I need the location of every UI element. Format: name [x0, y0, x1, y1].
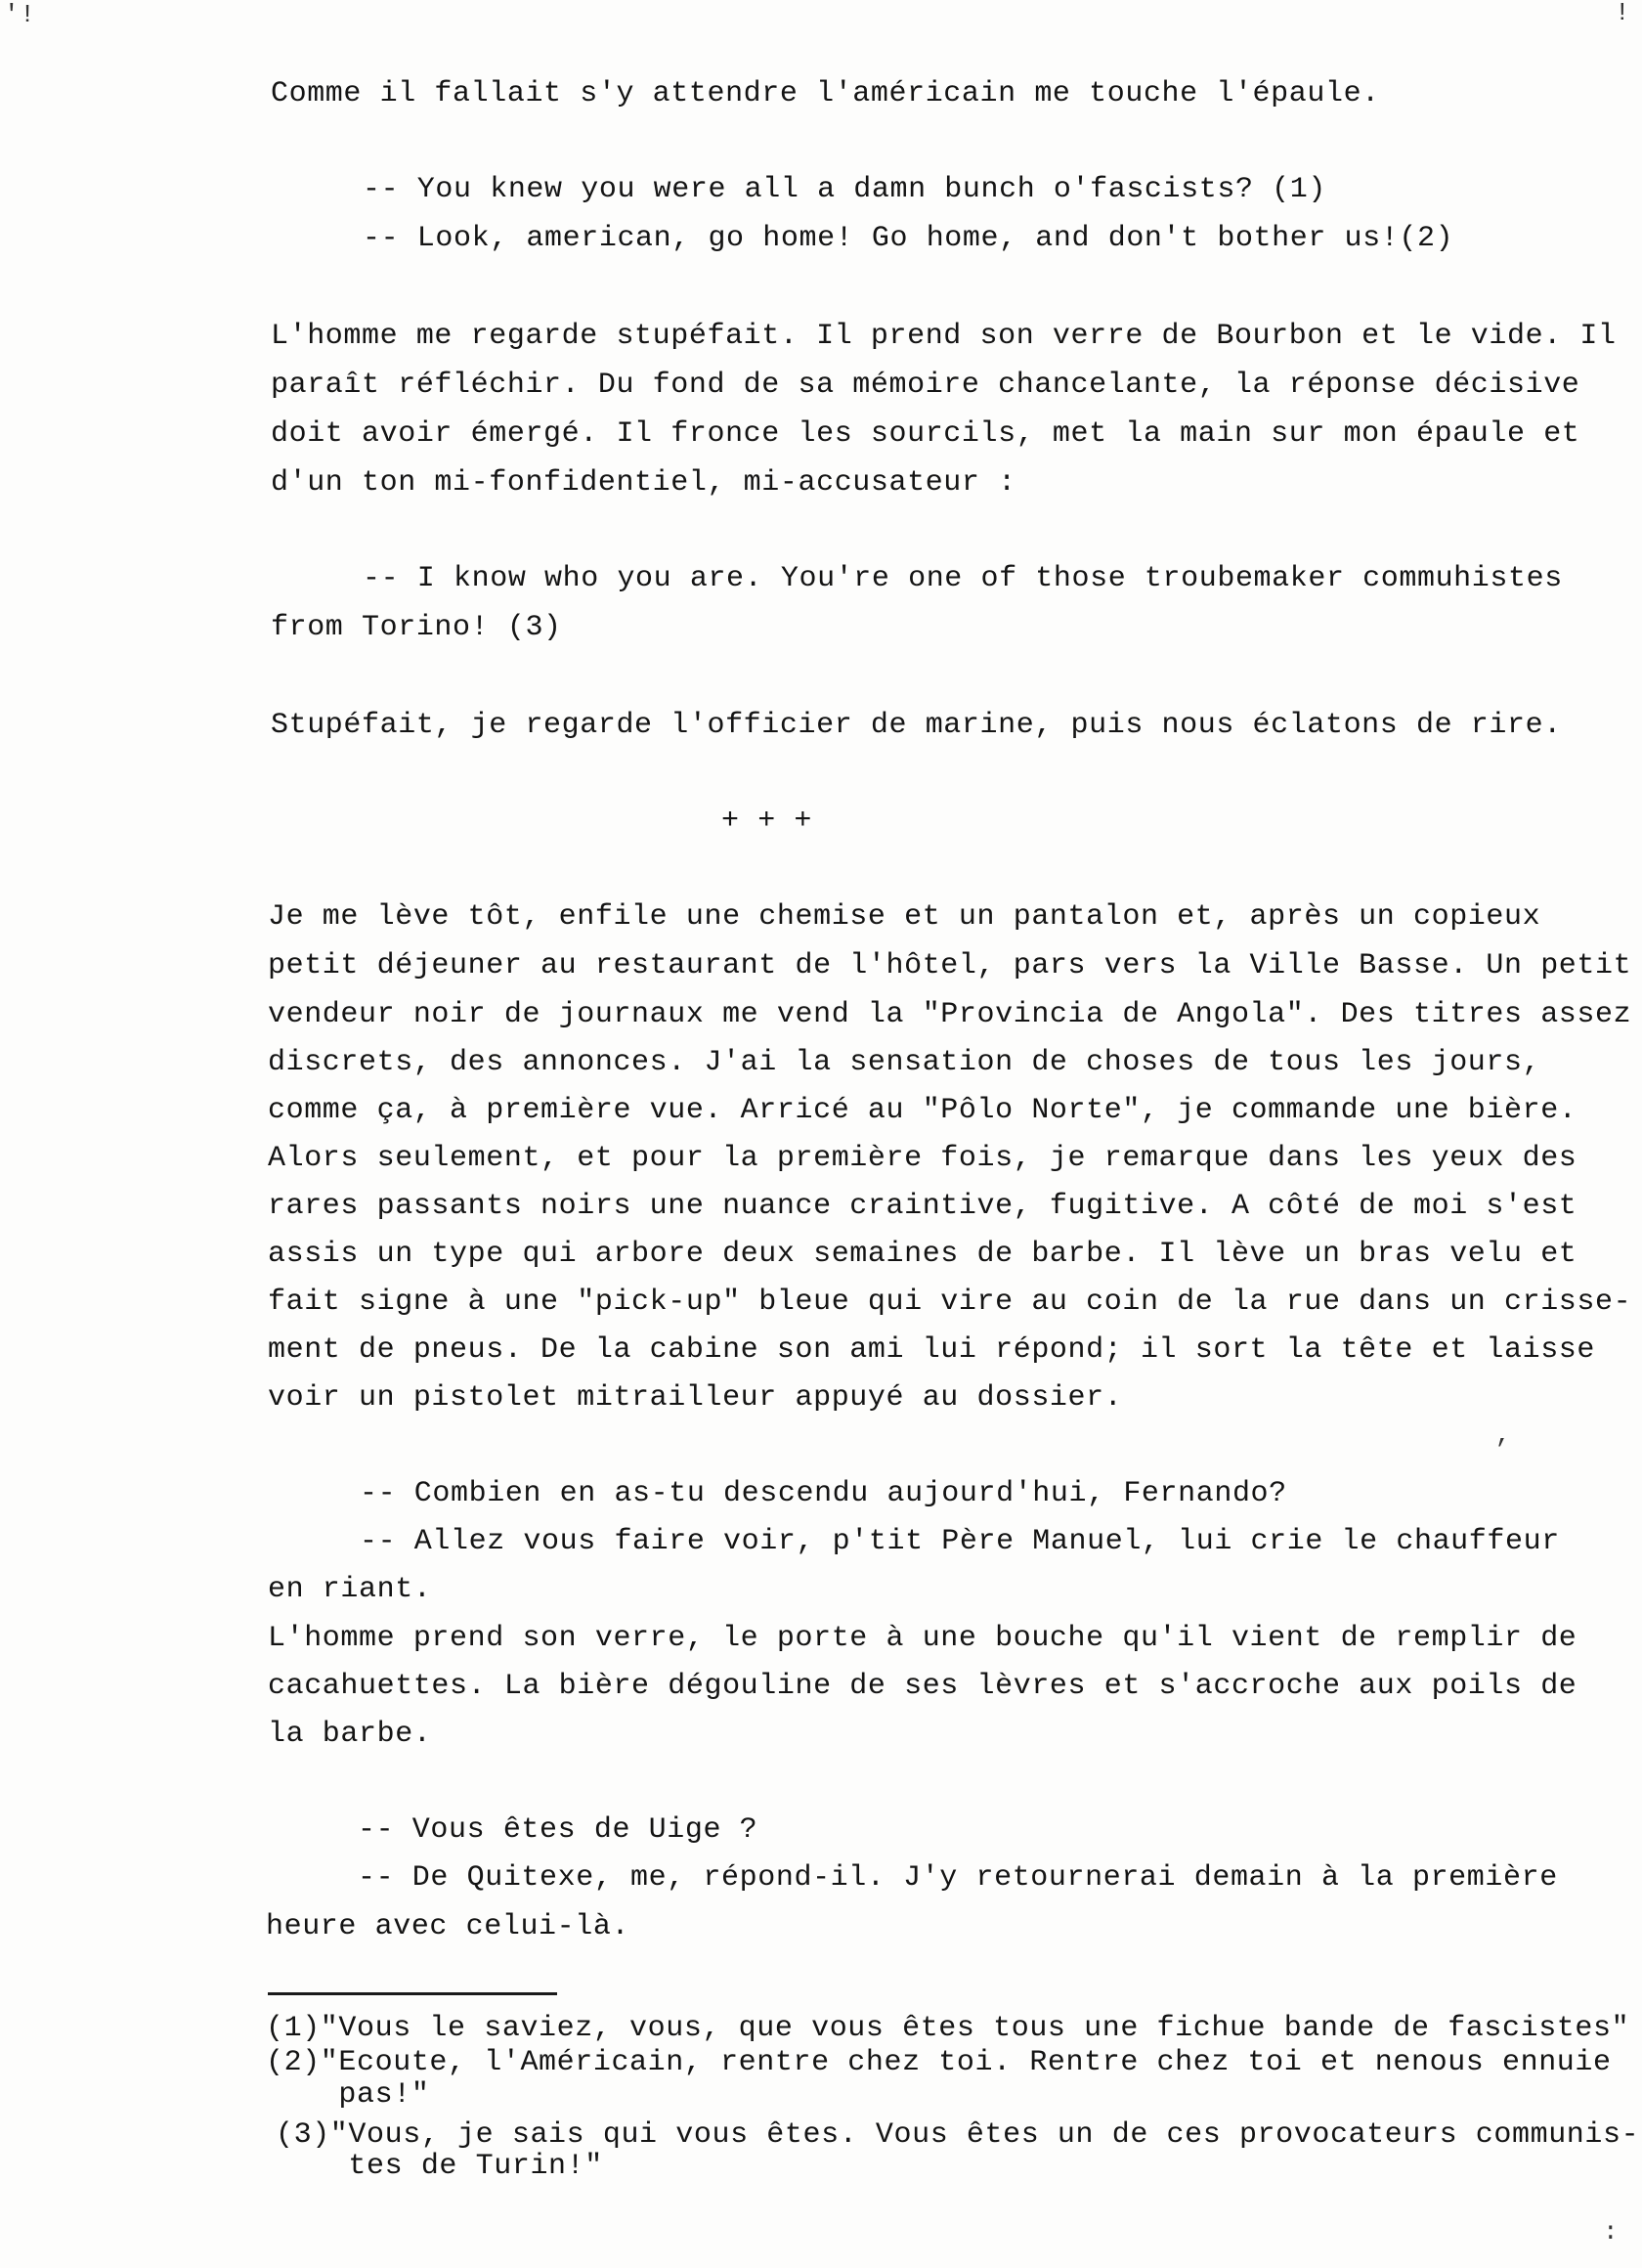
- paragraph-5-line-1: en riant.: [268, 1573, 432, 1606]
- paragraph-4-line-1: Je me lève tôt, enfile une chemise et un pantalon et, après un copieux: [268, 900, 1541, 934]
- paragraph-4-line-3: vendeur noir de journaux me vend la "Provincia de Angola". Des titres assez: [268, 998, 1632, 1031]
- paragraph-4-line-8: assis un type qui arbore deux semaines de barbe. Il lève un bras velu et: [268, 1238, 1577, 1271]
- paragraph-5-line-2: L'homme prend son verre, le porte à une bouche qu'il vient de remplir de: [268, 1622, 1577, 1655]
- paragraph-2-line-4: d'un ton mi-fonfidentiel, mi-accusateur :: [271, 466, 1016, 500]
- section-separator: + + +: [721, 805, 813, 838]
- paragraph-2-line-3: doit avoir émergé. Il fronce les sourcils, met la main sur mon épaule et: [271, 417, 1580, 451]
- dialogue-3-line-1: -- Combien en as-tu descendu aujourd'hui, Fernando?: [360, 1477, 1287, 1510]
- footnote-3-line-1: (3)"Vous, je sais qui vous êtes. Vous êtes un de ces provocateurs communis-: [276, 2118, 1640, 2152]
- scan-edge-mark: :: [1603, 2217, 1620, 2246]
- paragraph-5-line-4: la barbe.: [268, 1718, 432, 1751]
- corner-mark-left: '!: [4, 0, 36, 29]
- paragraph-4-line-7: rares passants noirs une nuance craintive, fugitive. A côté de moi s'est: [268, 1190, 1577, 1223]
- paragraph-3-line-1: Stupéfait, je regarde l'officier de marine, puis nous éclatons de rire.: [271, 709, 1562, 742]
- dialogue-2-line-2: from Torino! (3): [271, 611, 562, 644]
- footnote-3-line-2: tes de Turin!": [276, 2150, 603, 2183]
- footnote-rule: [268, 1992, 557, 1995]
- dialogue-3-line-2: -- Allez vous faire voir, p'tit Père Manuel, lui crie le chauffeur: [360, 1525, 1560, 1558]
- paragraph-4-line-9: fait signe à une "pick-up" bleue qui vire au coin de la rue dans un crisse-: [268, 1286, 1632, 1319]
- dialogue-1-line-2: -- Look, american, go home! Go home, and don't bother us!(2): [363, 222, 1454, 255]
- footnote-2-line-2: pas!": [266, 2078, 430, 2112]
- paragraph-4-line-5: comme ça, à première vue. Arricé au "Pôlo Norte", je commande une bière.: [268, 1094, 1577, 1127]
- dialogue-4-line-1: -- Vous êtes de Uige ?: [358, 1813, 758, 1847]
- paragraph-2-line-1: L'homme me regarde stupéfait. Il prend son verre de Bourbon et le vide. Il: [271, 320, 1617, 353]
- dialogue-4-line-2: -- De Quitexe, me, répond-il. J'y retournerai demain à la première: [358, 1861, 1558, 1895]
- dialogue-2-line-1: -- I know who you are. You're one of those troubemaker commuhistes: [363, 562, 1563, 595]
- footnote-1: (1)"Vous le saviez, vous, que vous êtes tous une fichue bande de fascistes": [266, 2012, 1630, 2045]
- dialogue-1-line-1: -- You knew you were all a damn bunch o'fascists? (1): [363, 173, 1326, 206]
- paragraph-4-line-6: Alors seulement, et pour la première fois, je remarque dans les yeux des: [268, 1142, 1577, 1175]
- paragraph-6-line-1: heure avec celui-là.: [266, 1910, 630, 1943]
- paragraph-2-line-2: paraît réfléchir. Du fond de sa mémoire chancelante, la réponse décisive: [271, 369, 1580, 402]
- footnote-2-line-1: (2)"Ecoute, l'Américain, rentre chez toi. Rentre chez toi et nenous ennuie: [266, 2046, 1612, 2079]
- paragraph-4-line-2: petit déjeuner au restaurant de l'hôtel, pars vers la Ville Basse. Un petit: [268, 949, 1632, 982]
- stray-mark: ,: [1495, 1420, 1512, 1450]
- paragraph-1-line-1: Comme il fallait s'y attendre l'américain me touche l'épaule.: [271, 77, 1380, 110]
- paragraph-5-line-3: cacahuettes. La bière dégouline de ses lèvres et s'accroche aux poils de: [268, 1670, 1577, 1703]
- corner-mark-right: !: [1615, 0, 1631, 27]
- paragraph-4-line-4: discrets, des annonces. J'ai la sensation de choses de tous les jours,: [268, 1046, 1541, 1079]
- paragraph-4-line-10: ment de pneus. De la cabine son ami lui répond; il sort la tête et laisse: [268, 1333, 1596, 1367]
- paragraph-4-line-11: voir un pistolet mitrailleur appuyé au dossier.: [268, 1381, 1123, 1415]
